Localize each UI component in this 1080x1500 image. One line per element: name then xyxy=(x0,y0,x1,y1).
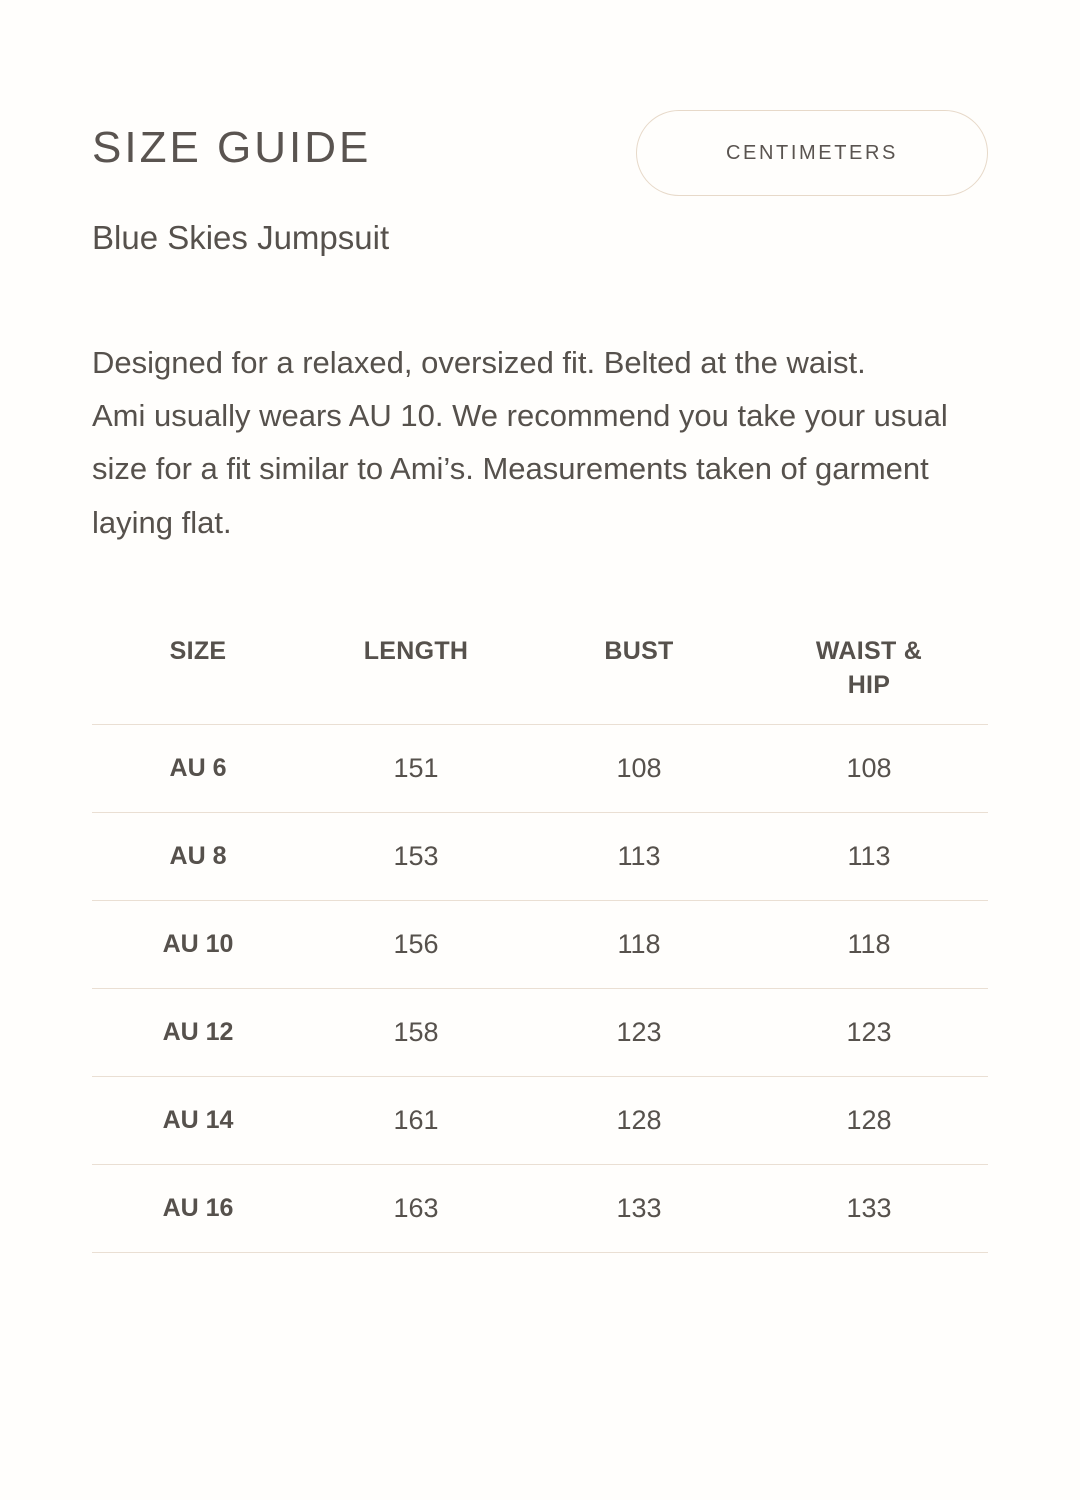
table-row xyxy=(92,725,988,813)
cell-bust: 108 xyxy=(528,725,750,813)
product-name: Blue Skies Jumpsuit xyxy=(92,219,390,256)
table-header-row xyxy=(92,635,988,725)
description xyxy=(92,336,972,549)
cell-waist-hip: 118 xyxy=(750,901,988,989)
cell-length: 151 xyxy=(304,725,528,813)
description-line-1: Designed for a relaxed, oversized fit. Belted at the waist. xyxy=(92,344,866,380)
cell-size: AU 10 xyxy=(92,901,304,989)
cell-waist-hip: 108 xyxy=(750,725,988,813)
unit-toggle-label: CENTIMETERS xyxy=(726,141,898,164)
table-row xyxy=(92,901,988,989)
column-header-waist-hip-label: WAIST & HIP xyxy=(815,636,923,699)
table-row xyxy=(92,813,988,901)
cell-waist-hip: 133 xyxy=(750,1165,988,1253)
header xyxy=(92,0,988,196)
cell-length: 158 xyxy=(304,989,528,1077)
table-row xyxy=(92,1165,988,1253)
table-body xyxy=(92,725,988,1253)
column-header-waist-hip xyxy=(750,635,988,725)
description-line-2: Ami usually wears AU 10. We recommend you take your usual size for a fit similar to Ami’s. Measurements taken of garment laying flat. xyxy=(92,397,948,540)
size-table xyxy=(92,635,988,1254)
cell-bust: 133 xyxy=(528,1165,750,1253)
cell-size: AU 6 xyxy=(92,725,304,813)
page-title: SIZE GUIDE xyxy=(92,123,372,172)
cell-waist-hip: 123 xyxy=(750,989,988,1077)
table-head xyxy=(92,635,988,725)
cell-size: AU 16 xyxy=(92,1165,304,1253)
cell-bust: 113 xyxy=(528,813,750,901)
table-row xyxy=(92,989,988,1077)
column-header-length: LENGTH xyxy=(363,636,469,665)
column-header-size: SIZE xyxy=(169,636,227,665)
cell-bust: 128 xyxy=(528,1077,750,1165)
cell-length: 163 xyxy=(304,1165,528,1253)
cell-length: 156 xyxy=(304,901,528,989)
cell-waist-hip: 128 xyxy=(750,1077,988,1165)
cell-length: 153 xyxy=(304,813,528,901)
cell-bust: 118 xyxy=(528,901,750,989)
cell-size: AU 8 xyxy=(92,813,304,901)
cell-size: AU 14 xyxy=(92,1077,304,1165)
unit-toggle-button[interactable] xyxy=(636,110,988,196)
cell-length: 161 xyxy=(304,1077,528,1165)
cell-bust: 123 xyxy=(528,989,750,1077)
size-table-wrapper xyxy=(92,635,988,1254)
cell-waist-hip: 113 xyxy=(750,813,988,901)
cell-size: AU 12 xyxy=(92,989,304,1077)
column-header-bust: BUST xyxy=(604,636,674,665)
table-row xyxy=(92,1077,988,1165)
